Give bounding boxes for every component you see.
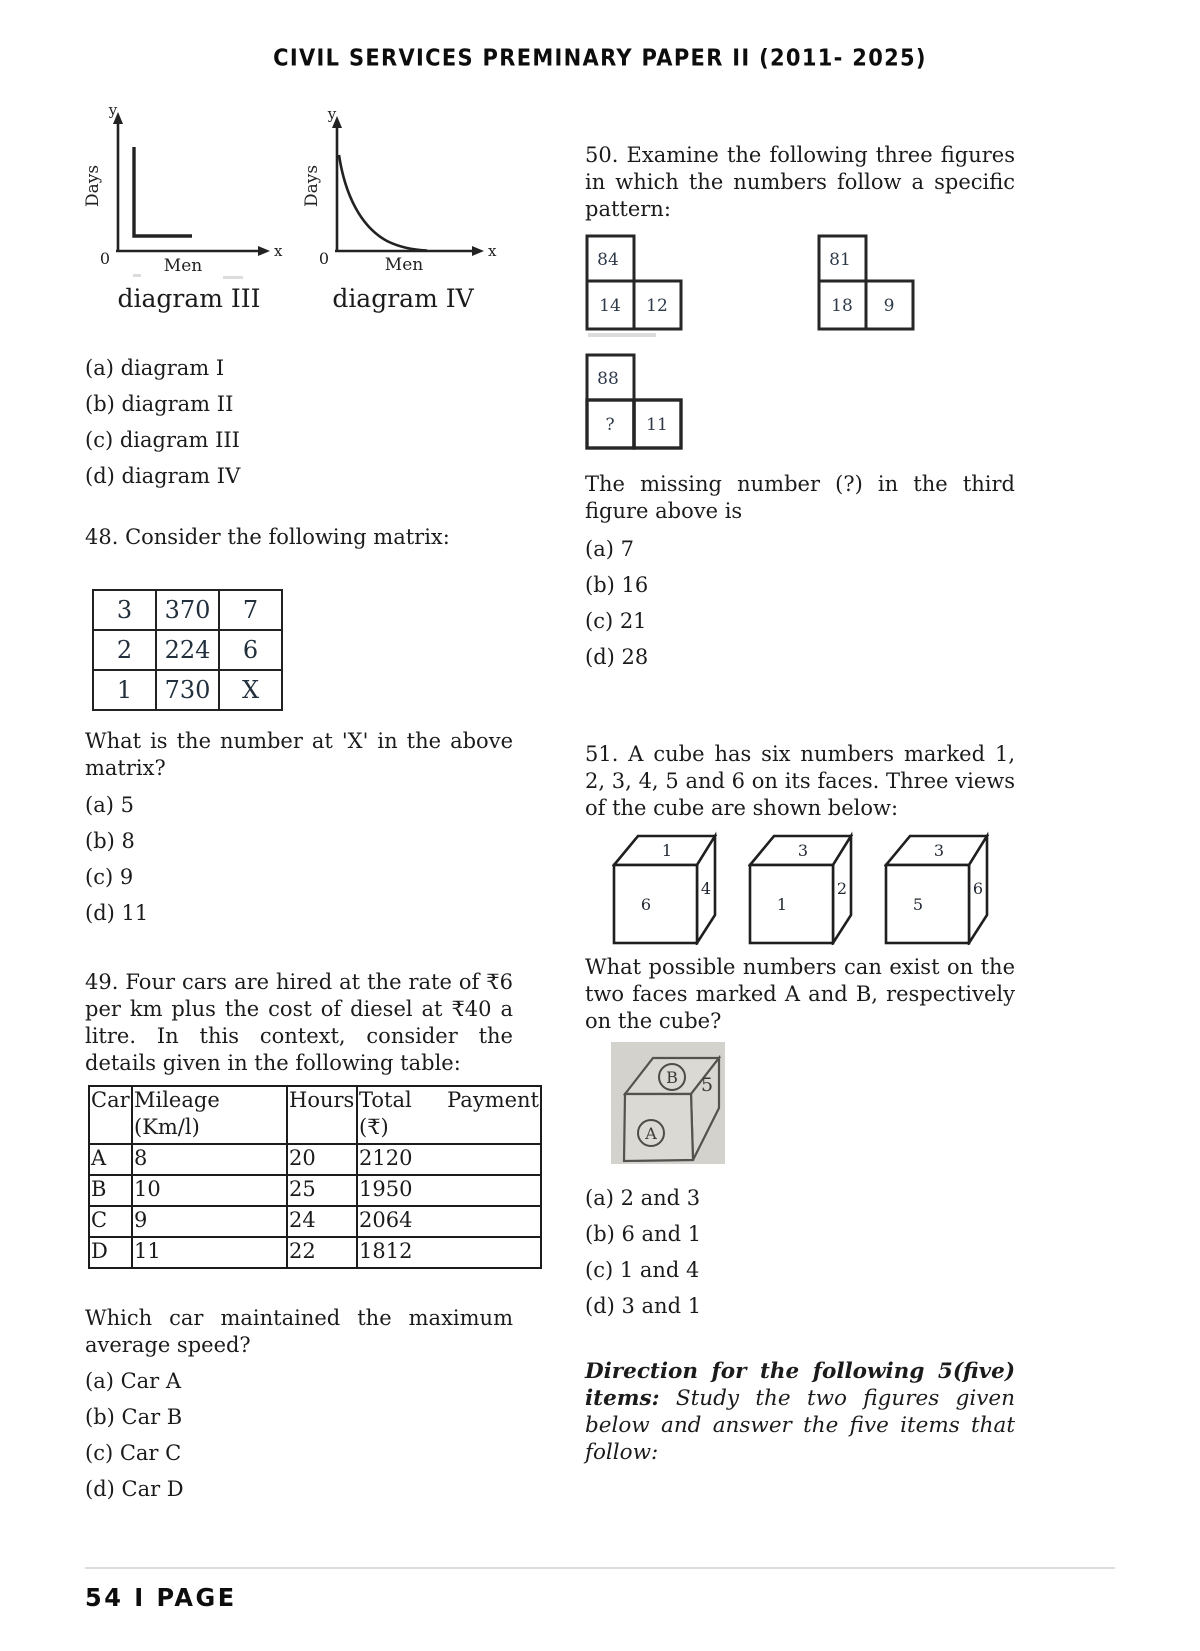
matrix-cell: 730 [156,670,219,710]
option-b: (b) 16 [585,573,649,597]
q50-figure-row [585,234,1017,334]
option-c: (c) diagram III [85,428,240,452]
cell-payment: 1950 [357,1175,541,1206]
table-header-row [89,1086,541,1144]
table-row [89,1175,541,1206]
figure-top-number: 84 [597,250,619,270]
option-a: (a) 2 and 3 [585,1186,701,1210]
figure-bottom-right-number: 11 [646,415,668,435]
cell-hours: 24 [287,1206,357,1237]
cube-right-number: 2 [836,879,848,898]
cube-front-number: 5 [912,895,924,914]
option-b: (b) Car B [85,1405,183,1429]
left-column [85,103,543,1512]
q51-cube-views [612,831,1017,945]
column-header-mileage [132,1086,287,1144]
photo-cube-top-letter: B [666,1068,678,1087]
matrix-row [93,590,282,630]
option-c: (c) 21 [585,609,647,633]
direction-lead: Direction for the following 5(five) items: [585,1359,1015,1411]
figure-bottom-right-number: 12 [646,296,668,316]
footer-divider [85,1567,1115,1569]
matrix-cell: 2 [93,630,156,670]
q50-intro: 50. Examine the following three figures in which the numbers follow a specific pattern: [585,143,1015,221]
direction-body: Study the two figures given below and answer the five items that follow: [585,1386,1015,1465]
header-text: Car [91,1088,130,1112]
q47-options [85,355,543,490]
q48-question: What is the number at 'X' in the above matrix? [85,729,513,780]
cell-payment: 2120 [357,1144,541,1175]
table-row [89,1206,541,1237]
q48-matrix-table [92,589,283,711]
column-header-payment [357,1086,541,1144]
option-d: (d) 3 and 1 [585,1294,702,1318]
matrix-cell: 6 [219,630,282,670]
cube-view-2 [748,831,856,945]
cube-front-number: 1 [776,895,788,914]
matrix-cell: 1 [93,670,156,710]
x-axis-label: Men [384,255,424,275]
x-axis-label: Men [163,256,203,276]
diagram-iii [85,103,293,313]
option-a: (a) 5 [85,793,134,817]
cell-car: C [89,1206,132,1237]
cell-payment: 1812 [357,1237,541,1268]
scan-artifact [223,276,243,279]
origin-label: 0 [318,249,330,268]
option-d: (d) diagram IV [85,464,241,488]
matrix-row [93,670,282,710]
q50-figures [585,234,1017,457]
option-a: (a) Car A [85,1369,182,1393]
cell-car: A [89,1144,132,1175]
diagrams-row [85,103,543,313]
matrix-cell: 370 [156,590,219,630]
photo-cube-front-letter: A [645,1124,657,1143]
axis-y-letter: y [108,103,118,119]
cube-right-number: 4 [700,879,712,898]
cube-view-3 [884,831,992,945]
figure-bottom-left-number: 14 [599,296,621,316]
header-text: (₹) [359,1115,389,1139]
diagram-iii-caption: diagram III [117,284,261,313]
cube-top-number: 1 [661,841,673,860]
right-column [585,142,1017,1466]
option-d: (d) 11 [85,901,149,925]
table-row [89,1237,541,1268]
figure-bottom-left-number: ? [605,415,615,435]
option-c: (c) 1 and 4 [585,1258,700,1282]
option-c: (c) Car C [85,1441,182,1465]
table-row [89,1144,541,1175]
q51-question: What possible numbers can exist on the two faces marked A and B, respectively on the cube? [585,955,1015,1033]
cell-car: B [89,1175,132,1206]
cell-mileage: 8 [132,1144,287,1175]
cell-hours: 25 [287,1175,357,1206]
matrix-cell: 3 [93,590,156,630]
option-b: (b) 8 [85,829,135,853]
header-text: Mileage [134,1088,220,1112]
photo-cube-image [611,1042,725,1164]
option-d: (d) Car D [85,1477,184,1501]
option-c: (c) 9 [85,865,134,889]
header-text: Hours [289,1088,355,1112]
pattern-figure-2 [817,234,925,334]
header-text: (Km/l) [134,1115,200,1139]
cell-mileage: 11 [132,1237,287,1268]
q50-options [585,536,1017,671]
header-text: Total Payment [359,1088,539,1112]
y-axis-label: Days [302,164,322,208]
figure-top-number: 81 [829,250,851,270]
q48-options [85,792,543,927]
figure-top-number: 88 [597,369,619,389]
matrix-cell: 224 [156,630,219,670]
q49-options [85,1368,543,1503]
cube-top-number: 3 [797,841,809,860]
option-b: (b) 6 and 1 [585,1222,702,1246]
cell-payment: 2064 [357,1206,541,1237]
scan-artifact [588,333,656,337]
q49-car-table [88,1085,542,1269]
matrix-cell: X [219,670,282,710]
cube-right-number: 6 [972,879,984,898]
axis-y-letter: y [327,105,337,123]
q49-intro: 49. Four cars are hired at the rate of ₹6 per km plus the cost of diesel at ₹40 a litre. In this context, consider the details given in the following table: [85,970,513,1075]
pattern-figure-3 [585,353,693,453]
option-a: (a) 7 [585,537,634,561]
q50-question: The missing number (?) in the third figure above is [585,472,1015,523]
diagram-iv-caption: diagram IV [332,284,474,313]
option-a: (a) diagram I [85,356,225,380]
scan-artifact [133,274,141,277]
figure-bottom-right-number: 9 [883,296,895,316]
q51-intro: 51. A cube has six numbers marked 1, 2, 3, 4, 5 and 6 on its faces. Three views of the cube are shown below: [585,742,1015,820]
origin-label: 0 [99,249,111,268]
page-header-title: CIVIL SERVICES PREMINARY PAPER II (2011- 2025) [273,45,927,71]
q50-figure-3-wrap [585,353,1017,457]
direction-note [585,1358,1015,1466]
column-header-hours [287,1086,357,1144]
pattern-figure-1 [585,234,693,334]
cube-front-number: 6 [640,895,652,914]
y-axis-label: Days [85,164,103,208]
q49-question: Which car maintained the maximum average speed? [85,1306,513,1357]
option-d: (d) 28 [585,645,649,669]
cell-car: D [89,1237,132,1268]
diagram-iv [299,103,507,313]
matrix-row [93,630,282,670]
axis-x-letter: x [274,242,283,260]
cell-hours: 22 [287,1237,357,1268]
cube-view-1 [612,831,720,945]
axis-x-letter: x [488,242,497,260]
option-b: (b) diagram II [85,392,234,416]
diagram-iii-plot [85,103,293,277]
figure-bottom-left-number: 18 [831,296,853,316]
matrix-cell: 7 [219,590,282,630]
cell-mileage: 10 [132,1175,287,1206]
cell-hours: 20 [287,1144,357,1175]
q51-options [585,1185,1017,1320]
photo-cube-right-number: 5 [700,1074,714,1096]
diagram-iv-plot [299,103,507,277]
q48-heading: 48. Consider the following matrix: [85,525,450,549]
cube-top-number: 3 [933,841,945,860]
column-header-car [89,1086,132,1144]
page-number-label: 54 I PAGE [85,1583,237,1613]
cell-mileage: 9 [132,1206,287,1237]
